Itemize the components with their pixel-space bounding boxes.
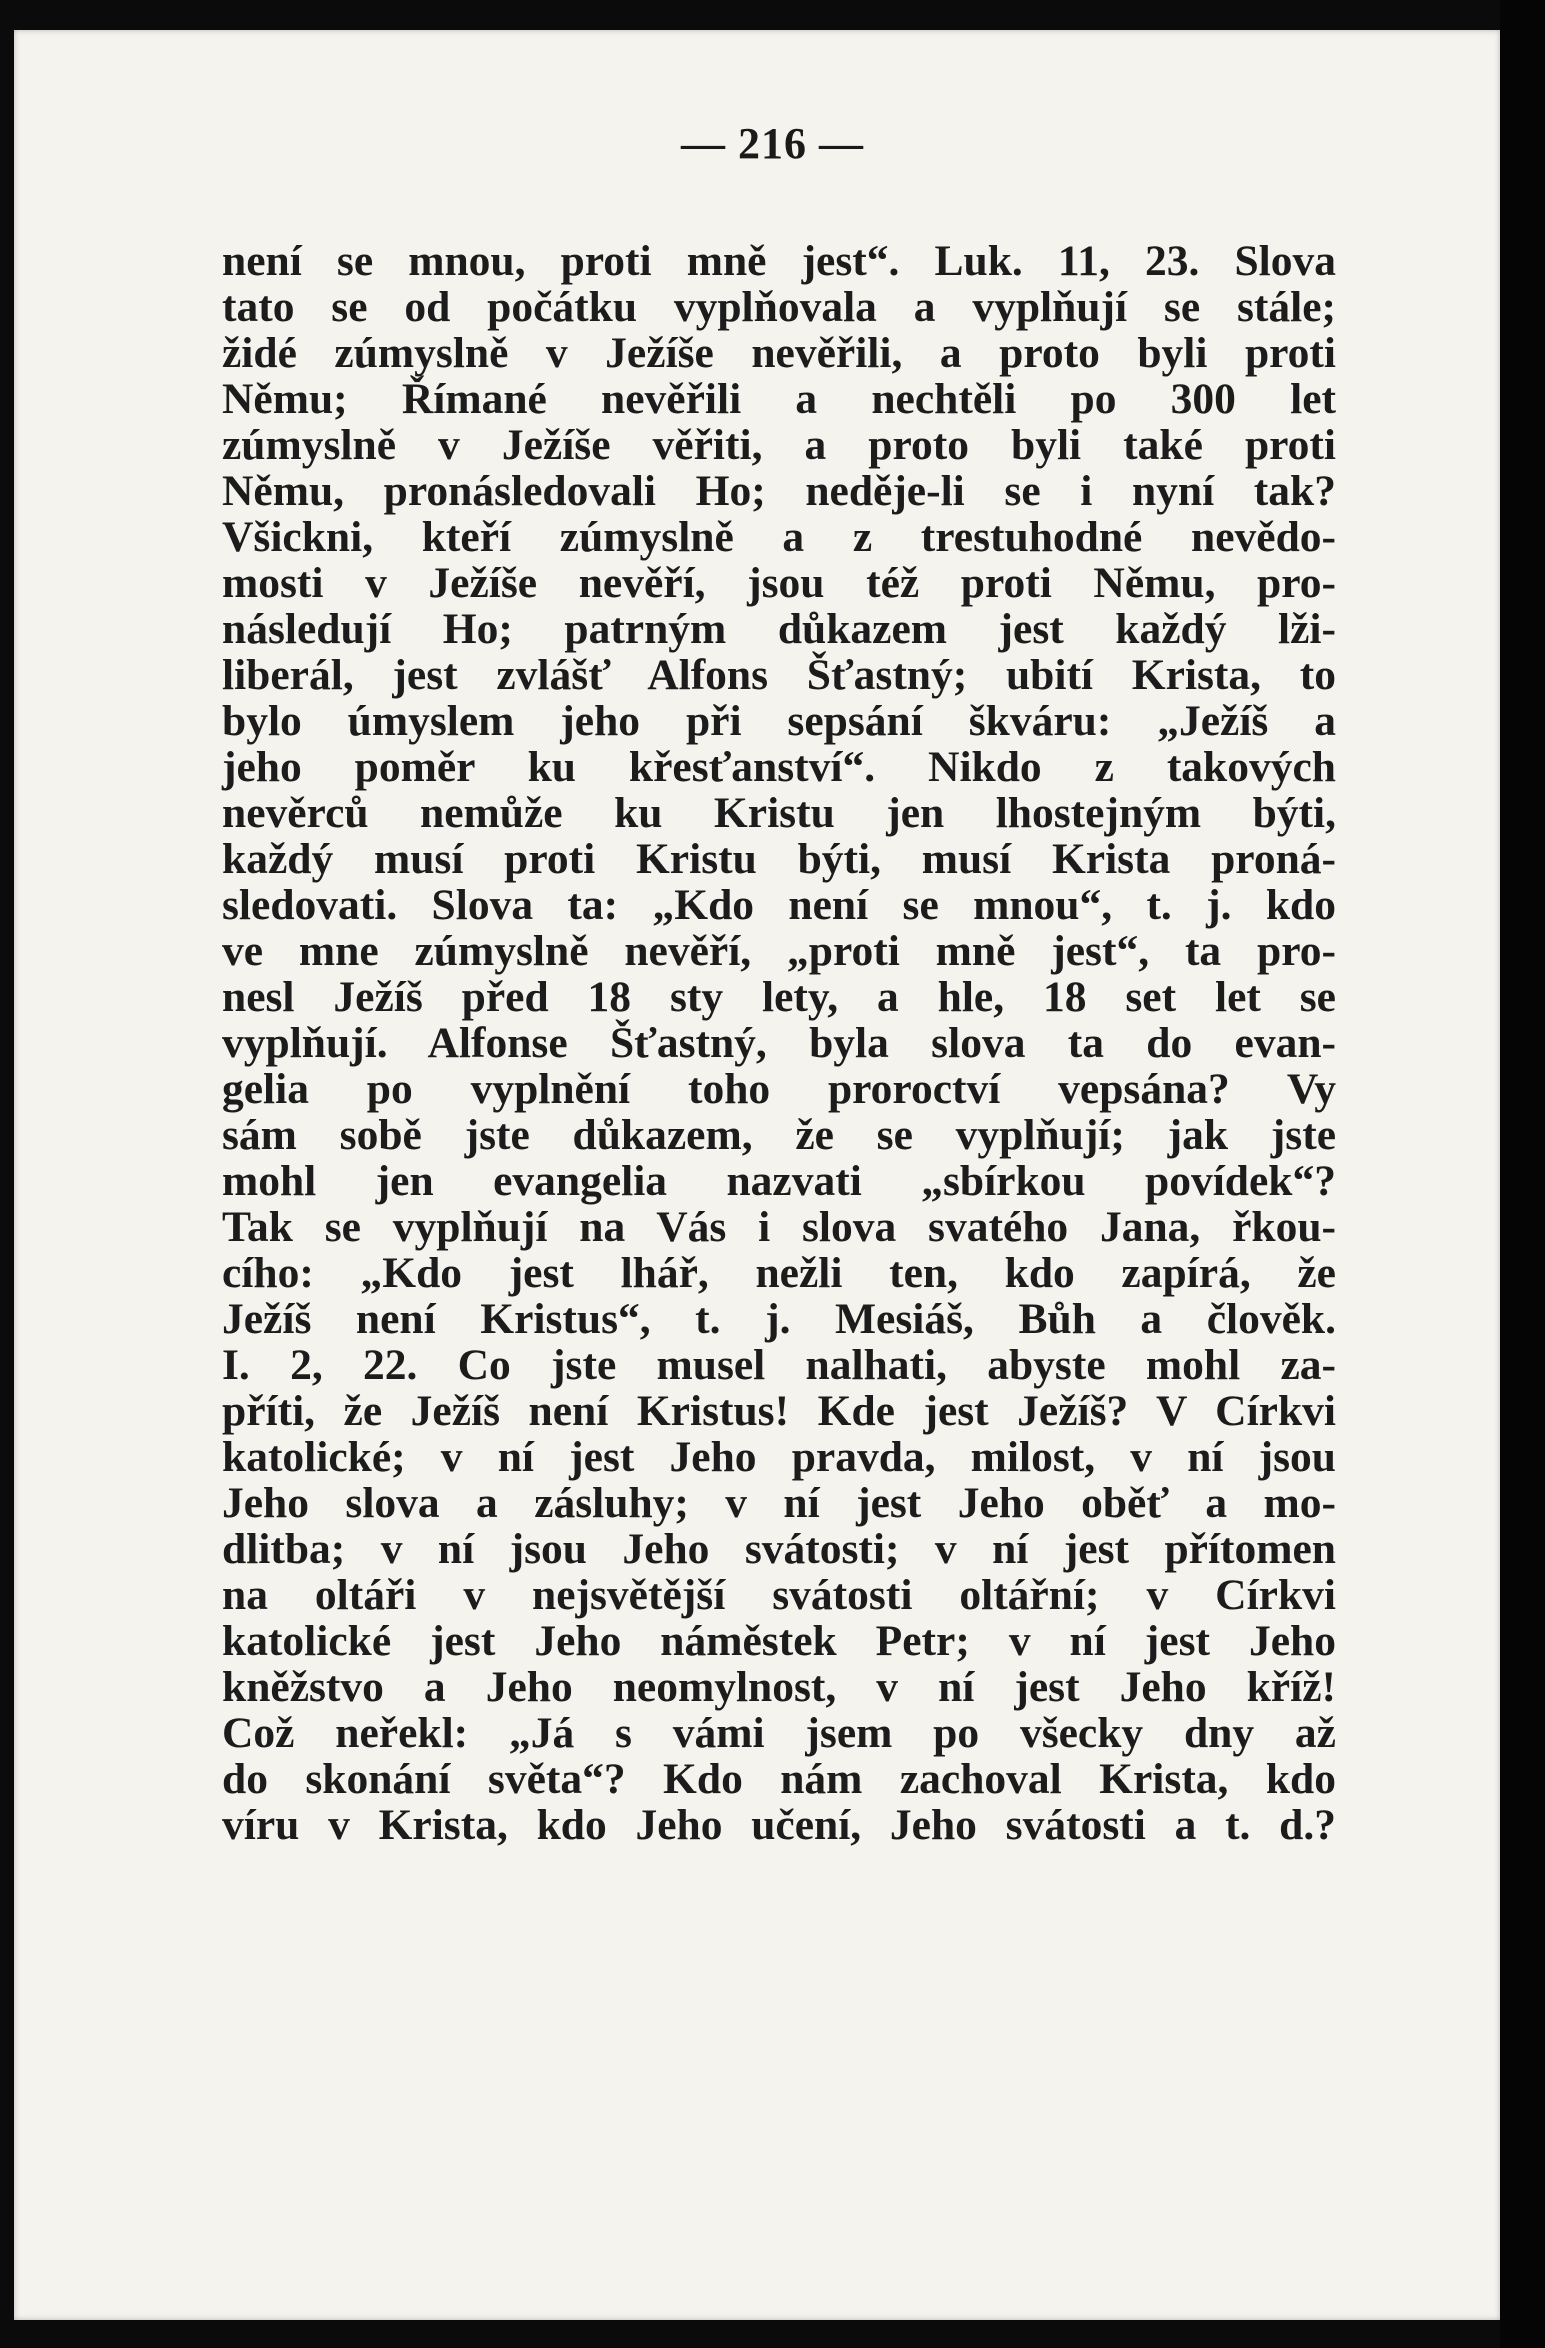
text-line: tato se od počátku vyplňovala a vyplňují se stále;	[222, 283, 1336, 331]
text-line: liberál, jest zvlášť Alfons Šťastný; ubití Krista, to	[222, 651, 1336, 699]
text-line: jeho poměr ku křesťanství“. Nikdo z takových	[222, 743, 1336, 791]
text-line: dlitba; v ní jsou Jeho svátosti; v ní jest přítomen	[222, 1525, 1336, 1573]
text-line: příti, že Ježíš není Kristus! Kde jest Ježíš? V Církvi	[222, 1387, 1336, 1435]
text-line: gelia po vyplnění toho proroctví vepsána? Vy	[222, 1065, 1336, 1113]
text-line: nesl Ježíš před 18 sty lety, a hle, 18 set let se	[222, 973, 1336, 1021]
text-line: židé zúmyslně v Ježíše nevěřili, a proto byli proti	[222, 329, 1336, 377]
text-line: Jeho slova a zásluhy; v ní jest Jeho oběť a mo-	[222, 1479, 1336, 1527]
text-line: katolické; v ní jest Jeho pravda, milost, v ní jsou	[222, 1433, 1336, 1481]
text-line: následují Ho; patrným důkazem jest každý lži-	[222, 605, 1336, 653]
text-line: sledovati. Slova ta: „Kdo není se mnou“, t. j. kdo	[222, 881, 1336, 929]
text-line: mosti v Ježíše nevěří, jsou též proti Němu, pro-	[222, 559, 1336, 607]
text-line: Tak se vyplňují na Vás i slova svatého Jana, řkou-	[222, 1203, 1336, 1251]
text-line: nevěrců nemůže ku Kristu jen lhostejným býti,	[222, 789, 1336, 837]
text-line: každý musí proti Kristu býti, musí Krista proná-	[222, 835, 1336, 883]
text-line: katolické jest Jeho náměstek Petr; v ní jest Jeho	[222, 1617, 1336, 1665]
text-line: mohl jen evangelia nazvati „sbírkou povídek“?	[222, 1157, 1336, 1205]
text-line: cího: „Kdo jest lhář, nežli ten, kdo zapírá, že	[222, 1249, 1336, 1297]
text-line: na oltáři v nejsvětější svátosti oltářní; v Církvi	[222, 1571, 1336, 1619]
text-line: zúmyslně v Ježíše věřiti, a proto byli také proti	[222, 421, 1336, 469]
text-line: Což neřekl: „Já s vámi jsem po všecky dny až	[222, 1709, 1336, 1757]
text-line: víru v Krista, kdo Jeho učení, Jeho svátosti a t. d.?	[222, 1801, 1336, 1849]
text-line: Němu; Římané nevěřili a nechtěli po 300 let	[222, 375, 1336, 423]
text-line: kněžstvo a Jeho neomylnost, v ní jest Jeho kříž!	[222, 1663, 1336, 1711]
text-line: ve mne zúmyslně nevěří, „proti mně jest“, ta pro-	[222, 927, 1336, 975]
text-line: I. 2, 22. Co jste musel nalhati, abyste mohl za-	[222, 1341, 1336, 1389]
text-line: Ježíš není Kristus“, t. j. Mesiáš, Bůh a člověk.	[222, 1295, 1336, 1343]
text-line: bylo úmyslem jeho při sepsání škváru: „Ježíš a	[222, 697, 1336, 745]
body-text	[222, 238, 1336, 1848]
text-line: Němu, pronásledovali Ho; neděje-li se i nyní tak?	[222, 467, 1336, 515]
text-line: není se mnou, proti mně jest“. Luk. 11, 23. Slova	[222, 237, 1336, 285]
text-line: vyplňují. Alfonse Šťastný, byla slova ta do evan-	[222, 1019, 1336, 1067]
page-number: — 216 —	[681, 119, 864, 168]
text-line: Všickni, kteří zúmyslně a z trestuhodné nevědo-	[222, 513, 1336, 561]
text-line: do skonání světa“? Kdo nám zachoval Krista, kdo	[222, 1755, 1336, 1803]
text-line: sám sobě jste důkazem, že se vyplňují; jak jste	[222, 1111, 1336, 1159]
scan-edge	[1500, 0, 1545, 2348]
